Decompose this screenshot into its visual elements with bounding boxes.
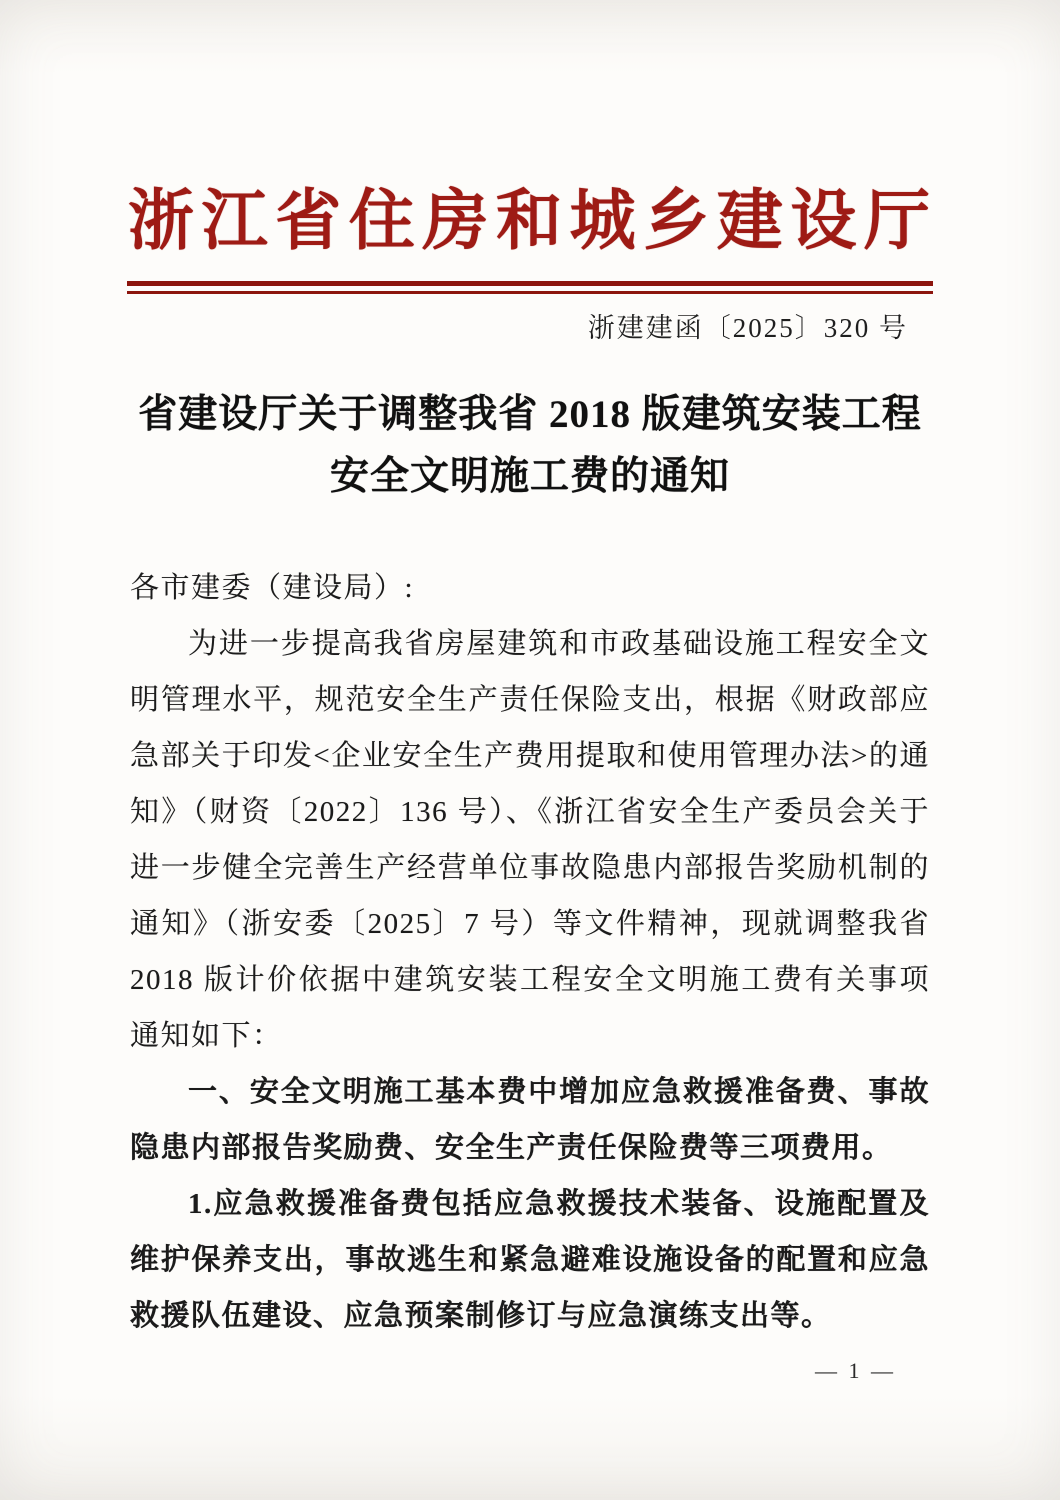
letterhead-divider-thick: [127, 281, 933, 286]
agency-letterhead: 浙江省住房和城乡建设厅: [128, 185, 930, 258]
document-title: [80, 384, 980, 508]
document-number: 浙建建函〔2025〕320 号: [587, 313, 908, 343]
body-paragraph: 一、安全文明施工基本费中增加应急救援准备费、事故隐患内部报告奖励费、安全生产责任保险费等三项费用。: [130, 1076, 930, 1164]
document-title-line1: 省建设厅关于调整我省 2018 版建筑安装工程: [138, 393, 922, 436]
letterhead-divider-thin: [127, 291, 933, 294]
body-paragraph: 1.应急救援准备费包括应急救援技术装备、设施配置及维护保养支出，事故逃生和紧急避难设施设备的配置和应急救援队伍建设、应急预案制修订与应急演练支出等。: [130, 1188, 930, 1332]
page-number: — 1 —: [815, 1358, 896, 1383]
document-title-line2: 安全文明施工费的通知: [329, 455, 730, 498]
salutation: 各市建委（建设局）:: [130, 572, 415, 604]
document-body: [130, 560, 930, 1344]
body-paragraph: 为进一步提高我省房屋建筑和市政基础设施工程安全文明管理水平，规范安全生产责任保险支出，根据《财政部应急部关于印发<企业安全生产费用提取和使用管理办法>的通知》（财资〔2022〕136 号）、《浙江省安全生产委员会关于进一步健全完善生产经营单位事故隐患内部报告奖励机制的通知》（浙安委〔2025〕7 号）等文件精神，现就调整我省 2018 版计价依据中建筑安装工程安全文明施工费有关事项通知如下：: [130, 628, 930, 1052]
